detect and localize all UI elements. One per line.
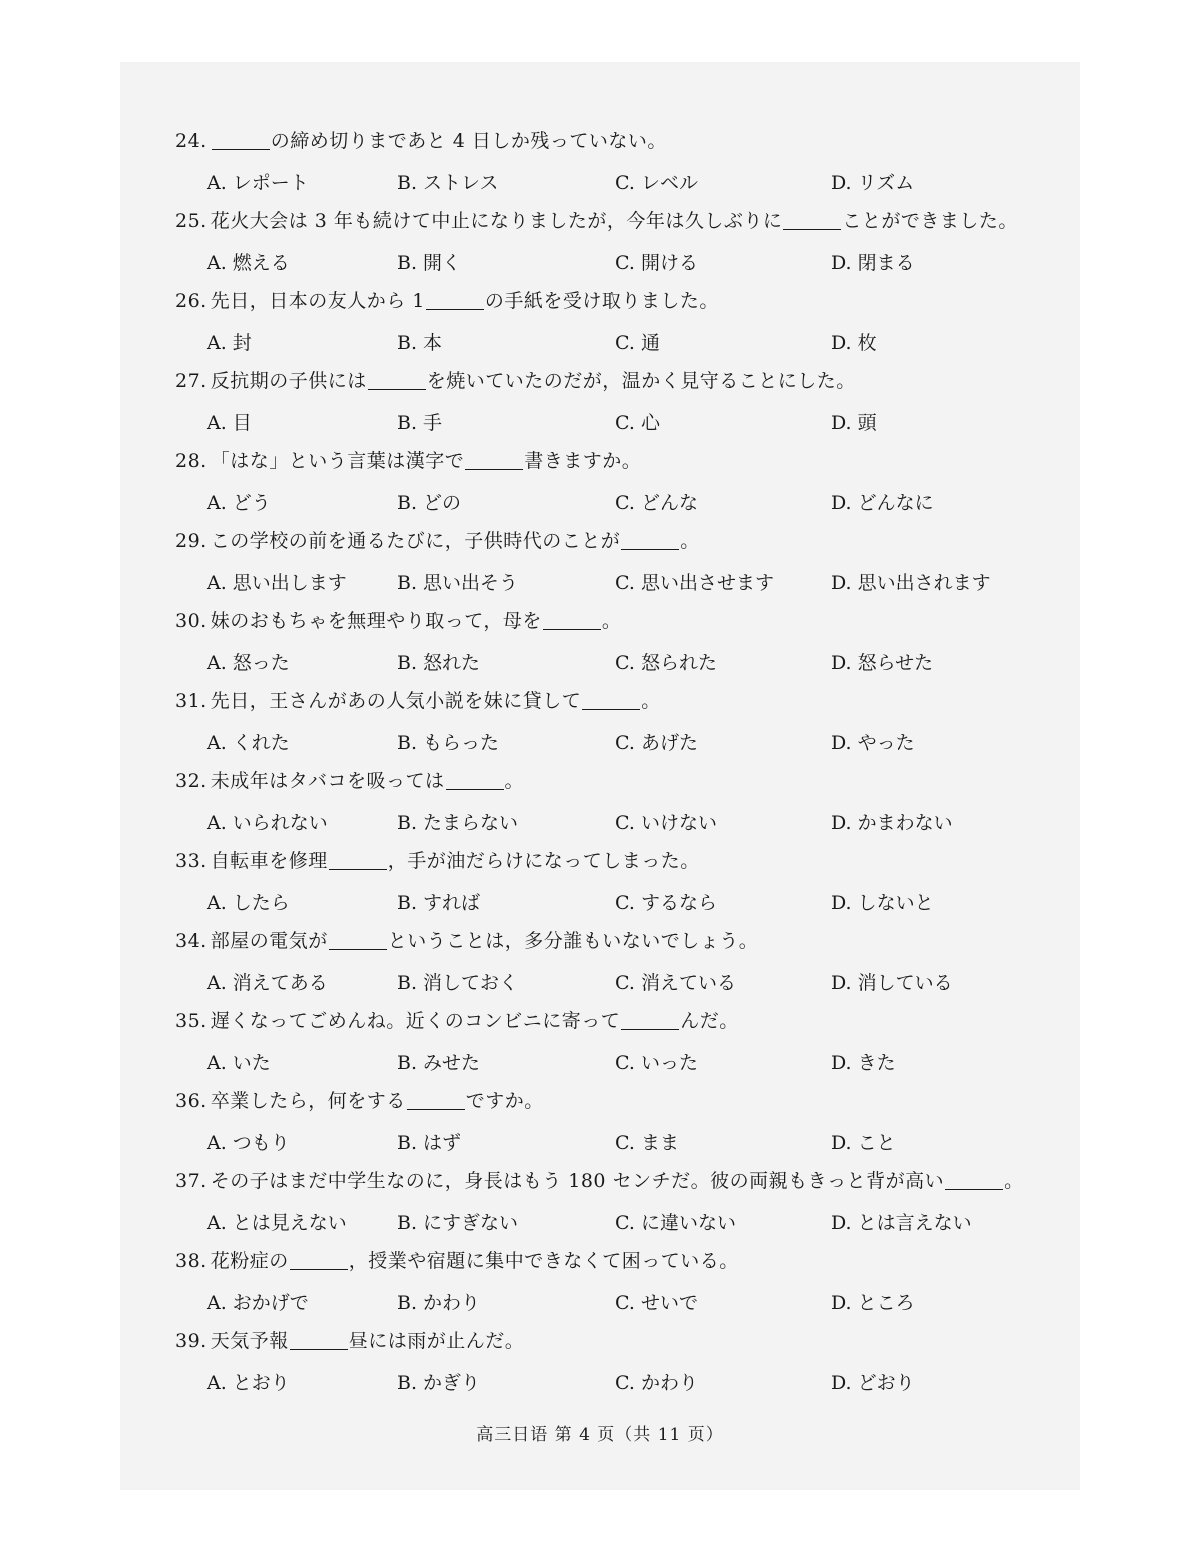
question-text-before: その子はまだ中学生なのに，身長はもう 180 センチだ。彼の両親もきっと背が高い	[210, 1170, 945, 1192]
question-stem	[175, 446, 641, 473]
option-c: C. 消えている	[615, 972, 736, 994]
option-b: B. 思い出そう	[397, 572, 519, 594]
question-text-before: 自転車を修理	[210, 850, 328, 872]
question-item	[175, 286, 1075, 366]
option-row	[207, 168, 1067, 196]
option-a: A. どう	[207, 492, 271, 514]
question-item	[175, 1006, 1075, 1086]
answer-blank	[543, 611, 601, 630]
question-stem	[175, 526, 700, 553]
option-c: C. あげた	[615, 732, 698, 754]
answer-blank	[621, 1011, 679, 1030]
option-row	[207, 408, 1067, 436]
option-row	[207, 1288, 1067, 1316]
option-row	[207, 648, 1067, 676]
answer-blank	[621, 531, 679, 550]
option-b: B. にすぎない	[397, 1212, 519, 1234]
option-a: A. つもり	[207, 1132, 290, 1154]
option-b: B. ストレス	[397, 172, 499, 194]
option-d: D. 枚	[831, 332, 877, 354]
answer-blank	[407, 1091, 465, 1110]
option-row	[207, 1208, 1067, 1236]
question-number: 34.	[175, 930, 207, 952]
question-item	[175, 846, 1075, 926]
option-b: B. みせた	[397, 1052, 481, 1074]
question-text-before: 天気予報	[210, 1330, 289, 1352]
answer-blank	[329, 851, 387, 870]
question-stem	[175, 606, 621, 633]
option-d: D. 頭	[831, 412, 877, 434]
answer-blank	[290, 1331, 348, 1350]
question-text-after: 。	[1004, 1170, 1024, 1192]
question-number: 33.	[175, 850, 207, 872]
option-c: C. するなら	[615, 892, 717, 914]
answer-blank	[465, 451, 523, 470]
question-stem	[175, 846, 700, 873]
option-row	[207, 1128, 1067, 1156]
question-text-after: ことができました。	[842, 210, 1018, 232]
question-text-before: この学校の前を通るたびに，子供時代のことが	[210, 530, 621, 552]
option-d: D. こと	[831, 1132, 896, 1154]
option-c: C. に違いない	[615, 1212, 736, 1234]
option-b: B. たまらない	[397, 812, 519, 834]
option-c: C. 心	[615, 412, 660, 434]
question-text-after: 。	[680, 530, 700, 552]
answer-blank	[368, 371, 426, 390]
question-text-before: 花粉症の	[210, 1250, 289, 1272]
option-a: A. 怒った	[207, 652, 290, 674]
question-text-after: 。	[641, 690, 661, 712]
question-stem	[175, 1246, 739, 1273]
answer-blank	[212, 131, 270, 150]
question-stem	[175, 766, 524, 793]
question-item	[175, 926, 1075, 1006]
page-footer: 高三日语 第 4 页（共 11 页）	[476, 1425, 724, 1445]
question-text-after: ですか。	[465, 1090, 544, 1112]
answer-blank	[783, 211, 841, 230]
question-text-after: の手紙を受け取りました。	[484, 290, 719, 312]
option-c: C. どんな	[615, 492, 698, 514]
option-b: B. すれば	[397, 892, 481, 914]
option-c: C. 思い出させます	[615, 572, 774, 594]
answer-blank	[426, 291, 484, 310]
option-d: D. きた	[831, 1052, 896, 1074]
question-number: 37.	[175, 1170, 207, 1192]
question-item	[175, 1086, 1075, 1166]
option-row	[207, 568, 1067, 596]
option-d: D. とは言えない	[831, 1212, 972, 1234]
question-item	[175, 526, 1075, 606]
option-b: B. はず	[397, 1132, 462, 1154]
question-text-after: 。	[504, 770, 525, 792]
question-text-after: ，授業や宿題に集中できなくて困っている。	[348, 1250, 739, 1272]
question-text-before: 妹のおもちゃを無理やり取って，母を	[210, 610, 542, 632]
option-d: D. どおり	[831, 1372, 915, 1394]
question-number: 25.	[175, 210, 207, 232]
option-a: A. 燃える	[207, 252, 290, 274]
option-c: C. せいで	[615, 1292, 698, 1314]
option-b: B. もらった	[397, 732, 500, 754]
question-number: 30.	[175, 610, 207, 632]
question-number: 26.	[175, 290, 207, 312]
option-a: A. いた	[207, 1052, 271, 1074]
question-stem	[175, 1166, 1024, 1193]
question-number: 29.	[175, 530, 207, 552]
option-d: D. 怒らせた	[831, 652, 934, 674]
question-number: 31.	[175, 690, 207, 712]
option-d: D. かまわない	[831, 812, 953, 834]
option-d: D. 消している	[831, 972, 953, 994]
question-text-before: 部屋の電気が	[210, 930, 328, 952]
question-item	[175, 126, 1075, 206]
question-text-after: 書きますか。	[524, 450, 642, 472]
question-item	[175, 1246, 1075, 1326]
question-item	[175, 1326, 1075, 1406]
option-d: D. やった	[831, 732, 915, 754]
question-number: 38.	[175, 1250, 207, 1272]
question-text-before: 花火大会は 3 年も続けて中止になりましたが，今年は久しぶりに	[210, 210, 783, 232]
question-number: 36.	[175, 1090, 207, 1112]
question-text-after: 昼には雨が止んだ。	[348, 1330, 525, 1352]
question-text-before: 未成年はタバコを吸っては	[210, 770, 445, 792]
option-c: C. かわり	[615, 1372, 698, 1394]
answer-blank	[945, 1171, 1003, 1190]
option-b: B. 消しておく	[397, 972, 519, 994]
option-row	[207, 1048, 1067, 1076]
question-item	[175, 606, 1075, 686]
option-b: B. 開く	[397, 252, 462, 274]
option-a: A. とおり	[207, 1372, 290, 1394]
option-d: D. しないと	[831, 892, 934, 914]
question-number: 28.	[175, 450, 207, 472]
question-stem	[175, 926, 758, 953]
option-b: B. どの	[397, 492, 462, 514]
option-row	[207, 968, 1067, 996]
option-b: B. 怒れた	[397, 652, 481, 674]
option-a: A. いられない	[207, 812, 328, 834]
option-a: A. 消えてある	[207, 972, 328, 994]
answer-blank	[290, 1251, 348, 1270]
question-item	[175, 766, 1075, 846]
option-c: C. 怒られた	[615, 652, 717, 674]
option-row	[207, 248, 1067, 276]
option-a: A. おかげで	[207, 1292, 309, 1314]
option-d: D. どんなに	[831, 492, 934, 514]
question-number: 32.	[175, 770, 207, 792]
question-item	[175, 206, 1075, 286]
option-c: C. レベル	[615, 172, 698, 194]
question-stem	[175, 286, 719, 313]
question-text-after: を焼いていたのだが，温かく見守ることにした。	[426, 370, 856, 392]
question-text-before: 反抗期の子供には	[210, 370, 367, 392]
option-row	[207, 808, 1067, 836]
question-stem	[175, 366, 856, 393]
question-text-before: 遅くなってごめんね。近くのコンビニに寄って	[210, 1010, 621, 1032]
option-d: D. 閉まる	[831, 252, 915, 274]
answer-blank	[446, 771, 504, 790]
option-a: A. 思い出します	[207, 572, 347, 594]
option-c: C. 通	[615, 332, 660, 354]
question-stem	[175, 1086, 544, 1113]
question-text-after: ，手が油だらけになってしまった。	[387, 850, 700, 872]
question-text-before: 先日，王さんがあの人気小説を妹に貸して	[210, 690, 582, 712]
question-stem	[175, 1006, 739, 1033]
question-stem	[175, 1326, 524, 1353]
question-list	[175, 126, 1075, 1406]
question-text-after: ということは，多分誰もいないでしょう。	[387, 930, 759, 952]
question-item	[175, 1166, 1075, 1246]
option-c: C. まま	[615, 1132, 679, 1154]
question-number: 39.	[175, 1330, 207, 1352]
question-stem	[175, 686, 661, 713]
question-stem	[175, 206, 1018, 233]
answer-blank	[329, 931, 387, 950]
option-a: A. くれた	[207, 732, 290, 754]
option-b: B. かぎり	[397, 1372, 481, 1394]
answer-blank	[582, 691, 640, 710]
option-c: C. 開ける	[615, 252, 698, 274]
option-row	[207, 1368, 1067, 1396]
question-item	[175, 686, 1075, 766]
option-c: C. いけない	[615, 812, 717, 834]
question-number: 35.	[175, 1010, 207, 1032]
option-row	[207, 728, 1067, 756]
question-text-after: 。	[601, 610, 622, 632]
option-a: A. レポート	[207, 172, 309, 194]
option-a: A. 目	[207, 412, 252, 434]
option-a: A. したら	[207, 892, 290, 914]
question-text-after: の締め切りまであと 4 日しか残っていない。	[270, 130, 667, 152]
question-text-before: 「はな」という言葉は漢字で	[210, 450, 465, 472]
option-d: D. 思い出されます	[831, 572, 991, 594]
option-row	[207, 888, 1067, 916]
question-item	[175, 446, 1075, 526]
option-d: D. ところ	[831, 1292, 915, 1314]
question-text-after: んだ。	[680, 1010, 739, 1032]
question-number: 24.	[175, 130, 207, 152]
option-a: A. 封	[207, 332, 252, 354]
option-b: B. かわり	[397, 1292, 481, 1314]
option-b: B. 本	[397, 332, 443, 354]
option-b: B. 手	[397, 412, 443, 434]
option-a: A. とは見えない	[207, 1212, 347, 1234]
question-number: 27.	[175, 370, 207, 392]
option-d: D. リズム	[831, 172, 915, 194]
question-item	[175, 366, 1075, 446]
option-row	[207, 328, 1067, 356]
question-text-before: 卒業したら，何をする	[210, 1090, 406, 1112]
option-row	[207, 488, 1067, 516]
option-c: C. いった	[615, 1052, 698, 1074]
question-text-before: 先日，日本の友人から 1	[210, 290, 425, 312]
question-stem	[175, 126, 667, 153]
